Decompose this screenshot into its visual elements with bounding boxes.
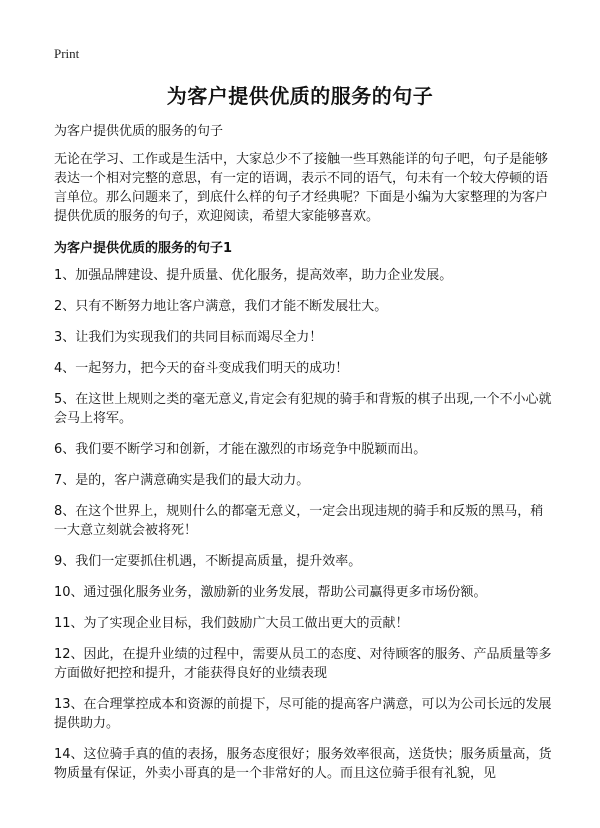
print-label: Print [54, 46, 80, 61]
list-item: 2、只有不断努力地让客户满意，我们才能不断发展壮大。 [54, 299, 388, 314]
sentence-list [54, 266, 554, 795]
list-item: 14、这位骑手真的值的表扬，服务态度很好；服务效率很高，送货快；服务质量高，货物质量有保证，外卖小哥真的是一个非常好的人。而且这位骑手很有礼貌，见 [54, 747, 552, 781]
intro-paragraph: 无论在学习、工作或是生活中，大家总少不了接触一些耳熟能详的句子吧，句子是能够表达一个相对完整的意思，有一定的语调，表示不同的语气，句未有一个较大停顿的语言单位。那么问题来了，到底什么样的句子才经典呢？下面是小编为大家整理的为客户提供优质的服务的句子，欢迎阅读，希望大家能够喜欢。 [54, 152, 549, 224]
section-heading: 为客户提供优质的服务的句子1 [54, 241, 233, 256]
list-item: 8、在这个世界上，规则什么的都毫无意义，一定会出现违规的骑手和反叛的黑马，稍一大意立刻就会被将死！ [54, 504, 544, 538]
list-item: 7、是的，客户满意确实是我们的最大动力。 [54, 473, 310, 488]
list-item: 9、我们一定要抓住机遇，不断提高质量，提升效率。 [54, 554, 362, 569]
list-item: 11、为了实现企业目标，我们鼓励广大员工做出更大的贡献！ [54, 616, 409, 631]
list-item: 5、在这世上规则之类的毫无意义,肯定会有犯规的骑手和背叛的棋子出现,一个不小心就会马上将军。 [54, 392, 552, 426]
list-item: 12、因此，在提升业绩的过程中，需要从员工的态度、对待顾客的服务、产品质量等多方面做好把控和提升，才能获得良好的业绩表现 [54, 647, 552, 681]
list-item: 1、加强品牌建设、提升质量、优化服务，提高效率，助力企业发展。 [54, 268, 453, 283]
list-item: 13、在合理掌控成本和资源的前提下，尽可能的提高客户满意，可以为公司长远的发展提供助力。 [54, 697, 552, 731]
list-item: 3、让我们为实现我们的共同目标而竭尽全力！ [54, 330, 323, 345]
list-item: 10、通过强化服务业务，激励新的业务发展，帮助公司赢得更多市场份额。 [54, 585, 487, 600]
list-item: 6、我们要不断学习和创新，才能在激烈的市场竞争中脱颖而出。 [54, 442, 427, 457]
page-subtitle: 为客户提供优质的服务的句子 [54, 124, 224, 139]
page-title: 为客户提供优质的服务的句子 [166, 84, 434, 108]
list-item: 4、一起努力，把今天的奋斗变成我们明天的成功！ [54, 361, 349, 376]
